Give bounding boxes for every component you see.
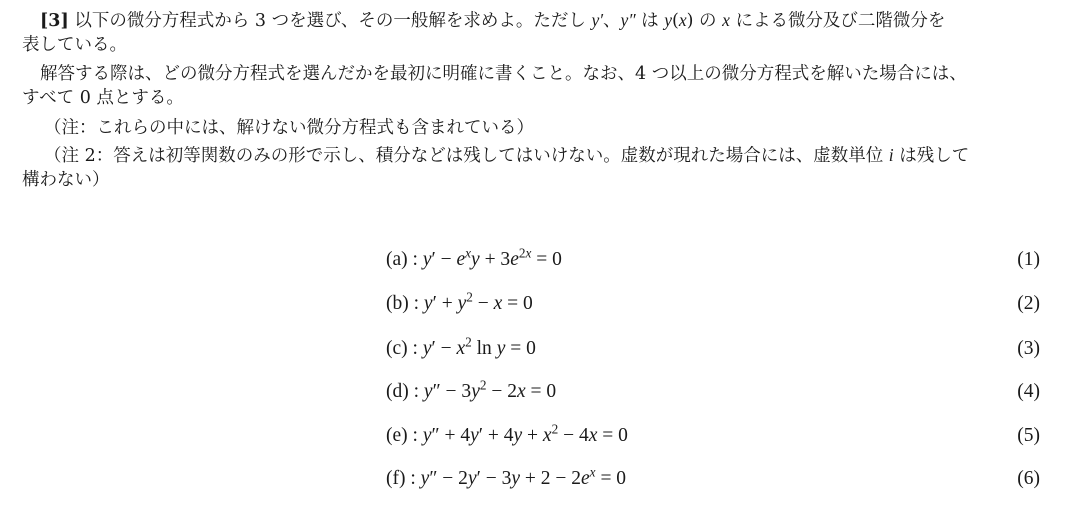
equation-b: (b) : $y' + y^2 - x = 0$: [386, 289, 533, 314]
equation-e: (e) : $y'' + 4y' + 4y + x^2 - 4x = 0$: [386, 421, 628, 446]
equation-label: (a) :: [386, 249, 418, 270]
equation-c: (c) : $y' - x^2$ ln y = 0: [386, 334, 536, 359]
equation-label: (c) :: [386, 338, 418, 359]
note-1: （注：これらの中には、解けない微分方程式も含まれている）: [44, 118, 534, 138]
equation-number: (1): [1017, 249, 1040, 270]
problem-intro: [3] 以下の微分方程式から 3 つを選び、その一般解を求めよ。ただし y′、y″ は y(x) の x による微分及び二階微分を 表している。: [22, 10, 946, 55]
equation-number: (6): [1017, 468, 1040, 489]
equation-number: (2): [1017, 293, 1040, 314]
problem-instructions: 解答する際は、どの微分方程式を選んだかを最初に明確に書くこと。なお、4 つ以上の微分方程式を解いた場合には、 すべて 0 点とする。: [22, 64, 967, 108]
equation-number: (5): [1017, 425, 1040, 446]
equation-label: (f) :: [386, 468, 416, 489]
problem-number: [3]: [40, 11, 69, 31]
equation-label: (e) :: [386, 425, 418, 446]
equation-a: (a) : $y' - e^xy + 3e^{2x} = 0$: [386, 245, 562, 270]
equation-number: (4): [1017, 381, 1040, 402]
note-2: （注 2：答えは初等関数のみの形で示し、積分などは残してはいけない。虚数が現れた場合には、虚数単位 i は残して 構わない）: [22, 145, 970, 190]
equation-f: (f) : $y'' - 2y' - 3y + 2 - 2e^x = 0$: [386, 464, 627, 489]
equation-label: (b) :: [386, 293, 420, 314]
equation-number: (3): [1017, 338, 1040, 359]
equation-d: (d) : $y'' - 3y^2 - 2x = 0$: [386, 377, 557, 402]
equation-label: (d) :: [386, 381, 420, 402]
